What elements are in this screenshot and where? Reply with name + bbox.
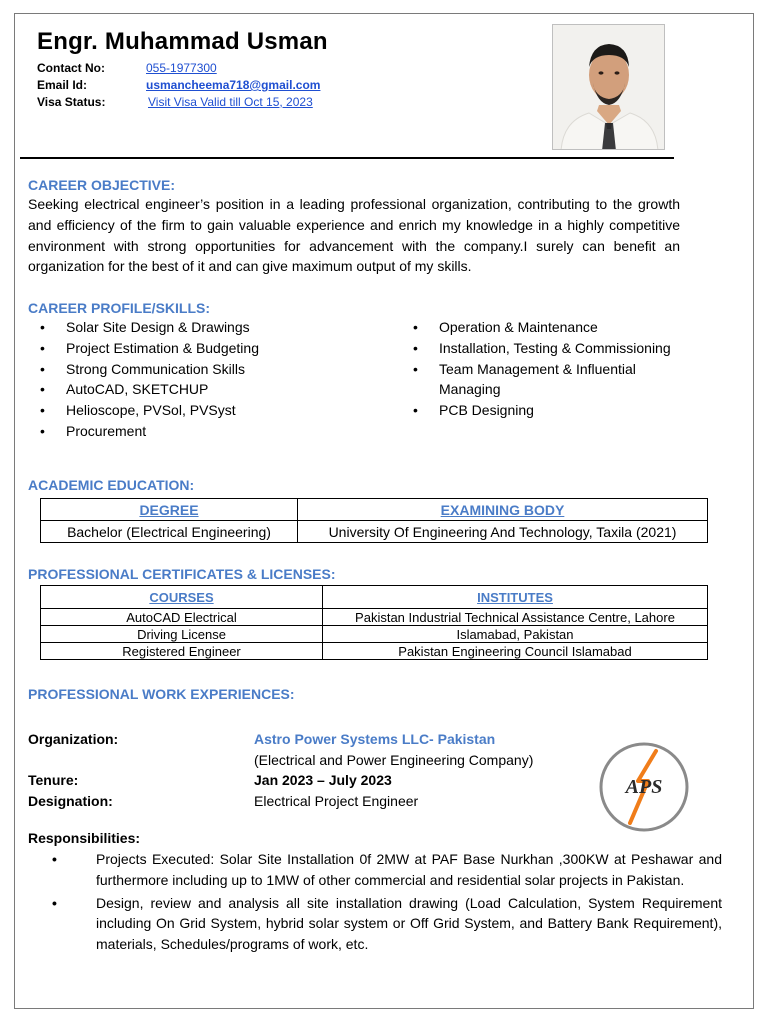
skills-heading: CAREER PROFILE/SKILLS: [28,300,211,316]
skills-list-left [28,317,368,442]
header-divider [20,157,674,159]
degree-column-header: DEGREE [41,499,298,521]
list-item: • Solar Site Design & Drawings [28,317,368,338]
profile-photo [552,24,665,150]
courses-column-header: COURSES [41,586,323,609]
list-item: • PCB Designing [401,400,701,421]
table-cell: Islamabad, Pakistan [323,626,708,643]
visa-row [37,94,320,111]
list-item: • Helioscope, PVSol, PVSyst [28,400,368,421]
career-objective-heading: CAREER OBJECTIVE: [28,177,176,193]
table-row [41,609,708,626]
company-logo [598,741,690,833]
certificates-table [40,585,708,660]
list-item: • Installation, Testing & Commissioning [401,338,701,359]
list-item: • Design, review and analysis all site installation drawing (Load Calculation, System Requirement including On Grid System, hybrid solar system or Off Grid System, and Battery Bank Requirement), materials, Schedules/programs of work, etc. [48,893,722,955]
organization-name: Astro Power Systems LLC- Pakistan [254,731,496,747]
organization-label: Organization: [28,731,119,747]
responsibilities-label: Responsibilities: [28,830,141,846]
table-cell: AutoCAD Electrical [41,609,323,626]
list-item: • Team Management & Influential Managing [401,359,659,401]
tenure-value: Jan 2023 – July 2023 [254,772,392,788]
contact-block [37,60,320,111]
list-item: • Project Estimation & Budgeting [28,338,368,359]
candidate-name: Engr. Muhammad Usman [37,28,328,55]
institutes-column-header: INSTITUTES [323,586,708,609]
table-row [41,521,708,543]
list-item: • AutoCAD, SKETCHUP [28,379,368,400]
list-item: • Strong Communication Skills [28,359,368,380]
education-table [40,498,708,543]
contact-label: Contact No: [37,61,105,75]
table-cell: Pakistan Engineering Council Islamabad [323,643,708,660]
contact-row [37,60,320,77]
email-label: Email Id: [37,78,88,92]
table-cell: Pakistan Industrial Technical Assistance Centre, Lahore [323,609,708,626]
certificates-heading: PROFESSIONAL CERTIFICATES & LICENSES: [28,566,336,582]
table-cell: Driving License [41,626,323,643]
email-row [37,77,320,94]
responsibilities-list [48,849,722,957]
visa-link[interactable]: Visit Visa Valid till Oct 15, 2023 [148,95,313,109]
logo-text: APS [625,776,663,798]
table-cell: Registered Engineer [41,643,323,660]
career-objective-text: Seeking electrical engineer’s position in a leading professional organization, contributing to the growth and efficiency of the firm to gain valuable experience and enrich my knowledge in a highly competitive environment with strong opportunities for advancement with the company.I surely can benefit an organization for the best of it and can give maximum output of my skills. [28,196,680,275]
skills-list-right [401,317,701,421]
table-header-row [41,586,708,609]
designation-value: Electrical Project Engineer [254,793,419,809]
table-cell: Bachelor (Electrical Engineering) [41,521,298,543]
examining-body-column-header: EXAMINING BODY [298,499,708,521]
visa-label: Visa Status: [37,95,106,109]
list-item: • Projects Executed: Solar Site Installation 0f 2MW at PAF Base Nurkhan ,300KW at Peshawar and furthermore including up to 1MW of other commercial and residential solar projects in Pakistan. [48,849,722,891]
experience-heading: PROFESSIONAL WORK EXPERIENCES: [28,686,295,702]
designation-label: Designation: [28,793,113,809]
list-item: • Operation & Maintenance [401,317,701,338]
email-link[interactable]: usmancheema718@gmail.com [146,78,321,92]
table-row [41,626,708,643]
tenure-label: Tenure: [28,772,79,788]
table-cell: University Of Engineering And Technology, Taxila (2021) [298,521,708,543]
phone-link[interactable]: 055-1977300 [146,61,217,75]
list-item: • Procurement [28,421,368,442]
table-row [41,643,708,660]
organization-subtitle: (Electrical and Power Engineering Company) [254,752,534,768]
table-header-row [41,499,708,521]
education-heading: ACADEMIC EDUCATION: [28,477,195,493]
